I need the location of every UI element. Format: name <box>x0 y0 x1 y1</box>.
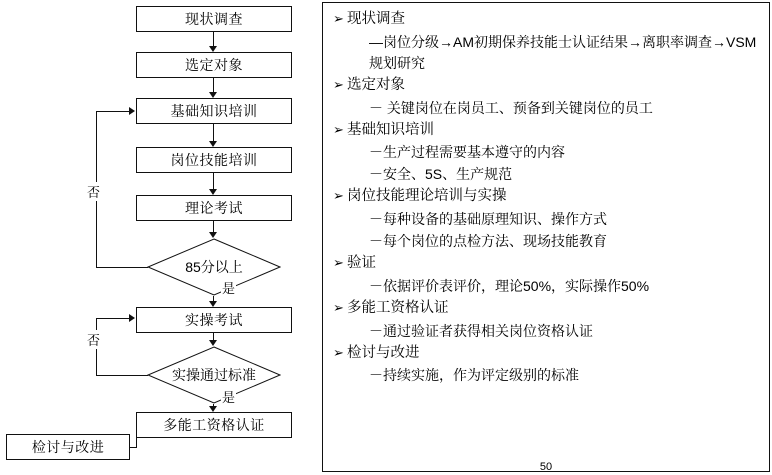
flow-node-基础知识培训[interactable]: 基础知识培训 <box>136 98 292 124</box>
connector-n5-d1 <box>213 221 214 232</box>
arrow-n7-d2 <box>209 340 217 346</box>
diamond-shape <box>147 346 281 404</box>
connector-n9-n10-v <box>136 438 137 448</box>
page-number: 50 <box>539 461 553 472</box>
arrow-feedback2 <box>129 314 135 322</box>
bullet-arrow-icon: ➢ <box>333 299 344 315</box>
list-item-text: 现状调查 <box>347 11 405 27</box>
arrow-d1-n7 <box>209 301 217 307</box>
connector-n7-d2 <box>213 333 214 340</box>
flow-node-多能工资格认证[interactable]: 多能工资格认证 <box>136 412 292 438</box>
detail-panel <box>322 2 770 472</box>
flow-node-理论考试[interactable]: 理论考试 <box>136 195 292 221</box>
arrow-n2-n3 <box>209 92 217 98</box>
connector-n2-n3 <box>213 78 214 92</box>
list-item: － 关键岗位在岗员工、预备到关键岗位的员工 <box>369 99 653 116</box>
list-item <box>333 186 761 208</box>
list-item: －持续实施，作为评定级别的标准 <box>369 367 579 384</box>
bullet-arrow-icon: ➢ <box>333 11 344 26</box>
feedback1-from-diamond <box>96 267 148 268</box>
list-item-text: 选定对象 <box>347 76 405 93</box>
flow-node-选定对象[interactable]: 选定对象 <box>136 52 292 78</box>
arrow-n4-n5 <box>209 189 217 195</box>
list-item <box>333 75 761 97</box>
list-item: －生产过程需要基本遵守的内容 <box>369 144 565 161</box>
connector-n4-n5 <box>213 173 214 189</box>
flowchart <box>0 0 318 475</box>
edge-label-no-upper: 否 <box>86 182 101 201</box>
arrow-n3-n4 <box>209 141 217 147</box>
diamond-shape <box>147 238 281 296</box>
feedback1-to-node <box>96 111 129 112</box>
flow-decision-85分以上[interactable] <box>147 238 281 296</box>
list-item: －每种设备的基础原理知识、操作方式 <box>369 211 607 227</box>
list-item <box>333 120 761 142</box>
edge-label-no-lower: 否 <box>86 330 101 349</box>
list-item: －安全、5S、生产规范 <box>369 166 513 183</box>
list-item <box>333 298 761 320</box>
list-item: －依据评价表评价，理论50%，实际操作50% <box>369 277 650 294</box>
bullet-arrow-icon: ➢ <box>333 255 344 270</box>
bullet-arrow-icon: ➢ <box>333 188 344 204</box>
flow-decision-label: 实操通过标准 <box>172 366 256 383</box>
arrow-n5-d1 <box>209 232 217 238</box>
list-item <box>333 253 761 275</box>
list-item: —岗位分级→AM初期保养技能士认证结果→离职率调查→VSM规划研究 <box>369 33 757 71</box>
feedback2-from-diamond <box>96 375 148 376</box>
arrow-d2-n9 <box>209 406 217 412</box>
arrow-n1-n2 <box>209 46 217 52</box>
connector-n1-n2 <box>213 32 214 46</box>
connector-n3-n4 <box>213 124 214 141</box>
flow-node-现状调查[interactable]: 现状调查 <box>136 6 292 32</box>
flow-decision-实操通过标准[interactable] <box>147 346 281 404</box>
list-item-text: 检讨与改进 <box>347 344 420 361</box>
edge-label-yes-upper: 是 <box>221 278 236 297</box>
arrow-feedback1 <box>129 107 135 115</box>
feedback2-to-node <box>96 318 129 319</box>
flow-node-实操考试[interactable]: 实操考试 <box>136 307 292 333</box>
flow-decision-label: 85分以上 <box>185 258 243 275</box>
list-item <box>333 343 761 365</box>
list-item: －通过验证者获得相关岗位资格认证 <box>369 322 593 339</box>
flow-node-岗位技能培训[interactable]: 岗位技能培训 <box>136 147 292 173</box>
bullet-arrow-icon: ➢ <box>333 121 344 137</box>
list-item-text: 验证 <box>347 255 376 271</box>
flow-node-检讨与改进[interactable]: 检讨与改进 <box>6 434 130 460</box>
bullet-arrow-icon: ➢ <box>333 76 344 92</box>
list-item-text: 基础知识培训 <box>347 121 434 138</box>
bullet-arrow-icon: ➢ <box>333 344 344 360</box>
list-item <box>333 9 761 31</box>
edge-label-yes-lower: 是 <box>221 387 236 406</box>
list-item-text: 多能工资格认证 <box>347 299 449 316</box>
list-item-text: 岗位技能理论培训与实操 <box>347 188 507 205</box>
list-item: －每个岗位的点检方法、现场技能教育 <box>369 233 607 249</box>
